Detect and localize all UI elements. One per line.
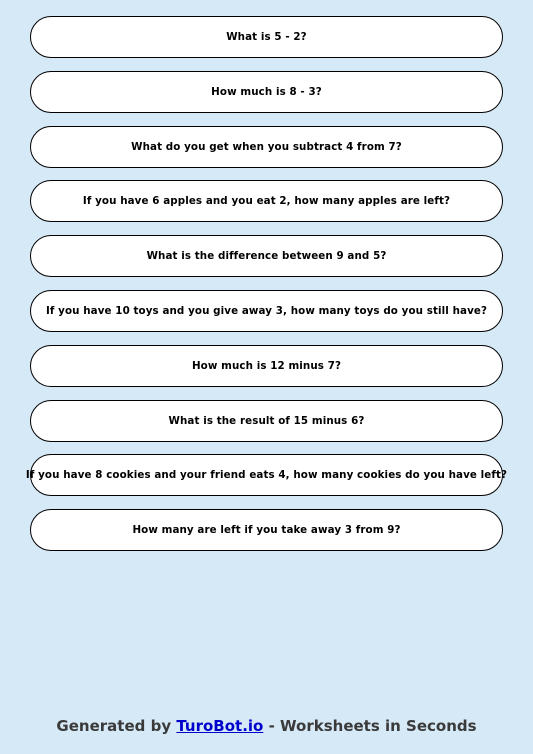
question-text: What is 5 - 2?	[226, 31, 307, 43]
question-text: If you have 8 cookies and your friend eats 4, how many cookies do you have left?	[25, 469, 508, 482]
question-text: What is the difference between 9 and 5?	[146, 250, 387, 263]
question-text: How much is 12 minus 7?	[191, 359, 342, 372]
question-text: How many are left if you take away 3 from 9?	[132, 524, 401, 537]
question-card-1	[30, 16, 503, 58]
question-text: How much is 8 - 3?	[211, 85, 322, 98]
question-card-8	[30, 400, 503, 442]
question-text: What is the result of 15 minus 6?	[168, 414, 365, 427]
question-card-10	[30, 509, 503, 551]
question-card-5	[30, 235, 503, 277]
question-card-2	[30, 71, 503, 113]
question-card-6	[30, 290, 503, 332]
question-card-4	[30, 180, 503, 222]
question-text: If you have 10 toys and you give away 3, how many toys do you still have?	[45, 304, 488, 317]
question-card-7	[30, 345, 503, 387]
question-text: If you have 6 apples and you eat 2, how many apples are left?	[82, 195, 451, 208]
footer	[0, 717, 533, 735]
question-text: What do you get when you subtract 4 from 7?	[131, 140, 402, 153]
turobot-link[interactable]: TuroBot.io	[176, 717, 264, 735]
question-list	[25, 16, 508, 564]
footer-suffix: - Worksheets in Seconds	[263, 717, 477, 735]
question-card-3	[30, 126, 503, 168]
question-card-9	[25, 454, 508, 496]
footer-prefix: Generated by	[56, 717, 177, 735]
